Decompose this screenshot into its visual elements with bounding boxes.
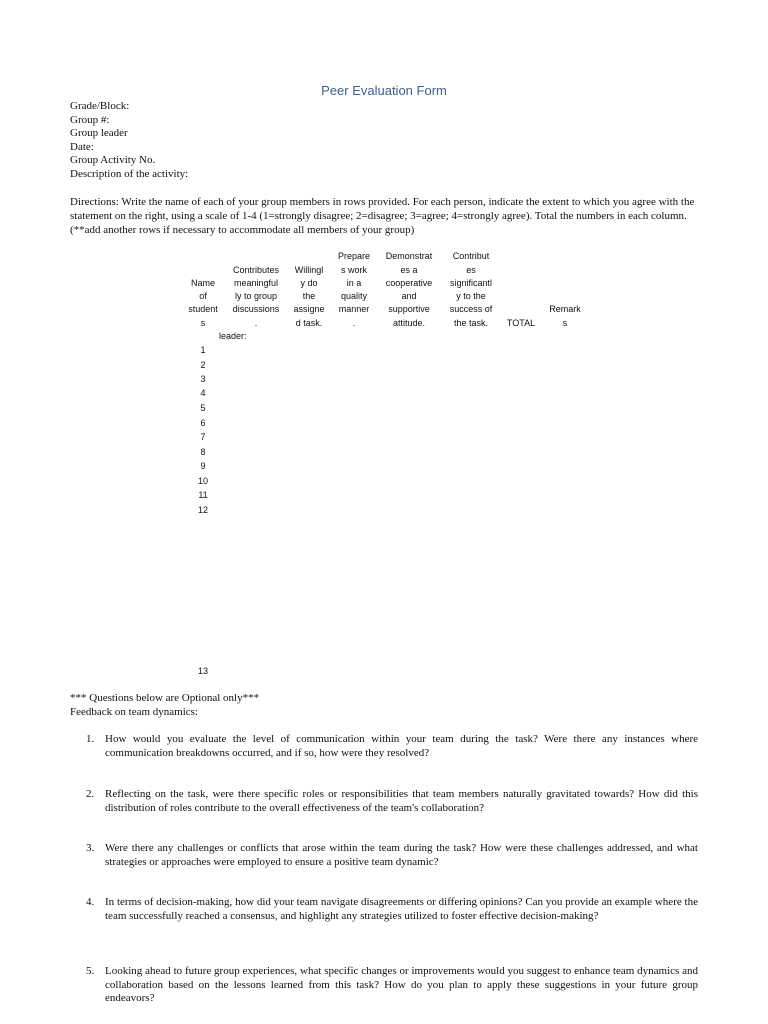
question-text: Reflecting on the task, were there specific roles or responsibilities that team members naturally gravitated towards? How did this distribution of roles contribute to the overall effectiveness of the team's collaboration? bbox=[105, 788, 698, 814]
row-number: 13 bbox=[197, 666, 208, 676]
question-number: 1. bbox=[86, 733, 95, 745]
row-number: 5 bbox=[200, 403, 206, 413]
leader-label: leader: bbox=[219, 331, 247, 341]
question-number: 2. bbox=[86, 788, 95, 800]
header-willingly-do-task: Willingl y do the assigne d task. bbox=[293, 264, 325, 328]
header-total: TOTAL bbox=[506, 317, 536, 328]
header-contributes-success: Contribut es significantl y to the success of the task. bbox=[449, 251, 493, 328]
row-number: 9 bbox=[200, 461, 206, 471]
row-number: 12 bbox=[197, 505, 208, 515]
group-leader-label: Group leader bbox=[70, 127, 128, 140]
question-number: 5. bbox=[86, 965, 95, 977]
header-name-of-students: Name of student s bbox=[188, 277, 218, 328]
grade-block-label: Grade/Block: bbox=[70, 100, 130, 112]
question-number: 4. bbox=[86, 896, 95, 908]
header-remarks: Remark s bbox=[549, 304, 581, 328]
row-number: 10 bbox=[197, 476, 208, 486]
question-text: How would you evaluate the level of communication within your team during the task? Were there any instances where communication breakdowns occurred, and if so, how were they resolved? bbox=[105, 733, 698, 759]
header-contributes-discussions: Contributes meaningful ly to group discussions . bbox=[232, 264, 280, 328]
page-title: Peer Evaluation Form bbox=[321, 83, 447, 98]
optional-heading: *** Questions below are Optional only*** bbox=[70, 692, 260, 704]
question-text: Were there any challenges or conflicts that arose within the team during the task? How were these challenges addressed, and what strategies or approaches were employed to ensure a positive team dynamic? bbox=[105, 842, 698, 868]
row-number: 2 bbox=[200, 360, 206, 370]
row-number: 1 bbox=[200, 345, 206, 355]
activity-description-label: Description of the activity: bbox=[70, 167, 189, 180]
row-number: 8 bbox=[200, 447, 206, 457]
row-number: 3 bbox=[200, 374, 206, 384]
row-number: 6 bbox=[200, 418, 206, 428]
row-number: 11 bbox=[198, 490, 208, 500]
header-cooperative-attitude: Demonstrat es a cooperative and supportive attitude. bbox=[385, 251, 433, 328]
form-fields bbox=[70, 100, 188, 182]
row-number: 4 bbox=[200, 388, 206, 398]
header-prepares-work: Prepare s work in a quality manner . bbox=[337, 251, 371, 328]
question-text: In terms of decision-making, how did your team navigate disagreements or differing opinions? Can you provide an example where the team successfully reached a consensus, and highlight any strategies utilized to foster effective decision-making? bbox=[105, 896, 698, 922]
question-text: Looking ahead to future group experiences, what specific changes or improvements would you suggest to enhance team dynamics and collaboration based on the lessons learned from this task? How do you plan to apply these suggestions in your future group endeavors? bbox=[105, 965, 698, 1005]
question-number: 3. bbox=[86, 842, 95, 854]
optional-section bbox=[70, 692, 259, 719]
feedback-subheading: Feedback on team dynamics: bbox=[70, 705, 198, 718]
group-activity-label: Group Activity No. bbox=[70, 154, 156, 167]
directions-text: Directions: Write the name of each of your group members in rows provided. For each person, indicate the extent to which you agree with the statement on the right, using a scale of 1-4 (1=strongly disagree; 2=disagree; 3=agree; 4=strongly agree). Total the numbers in each column. (**add another rows if necessary to accommodate all members of your group) bbox=[70, 196, 695, 236]
group-number-label: Group #: bbox=[70, 113, 110, 126]
row-number: 7 bbox=[200, 432, 206, 442]
date-label: Date: bbox=[70, 140, 94, 153]
